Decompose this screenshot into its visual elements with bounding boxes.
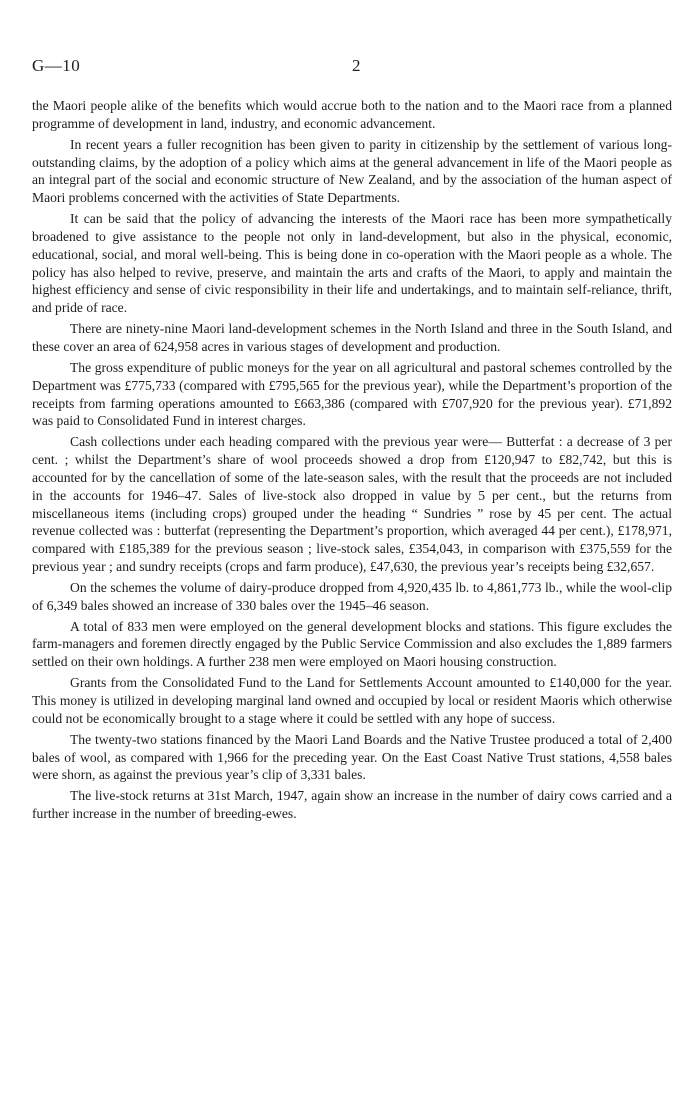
page-header	[32, 56, 672, 80]
paragraph: The gross expenditure of public moneys for the year on all agricultural and pastoral schemes controlled by the Department was £775,733 (compared with £795,565 for the previous year), while the Department’s proportion of the receipts from farming operations amounted to £663,386 (compared with £707,920 for the previous year). £71,892 was paid to Consolidated Fund in interest charges.	[32, 359, 672, 429]
paragraph: A total of 833 men were employed on the general development blocks and stations. This figure excludes the farm-managers and foremen directly engaged by the Public Service Commission and also excludes the 1,889 farmers settled on their own holdings. A further 238 men were employed on Maori housing construction.	[32, 618, 672, 670]
paragraph: Cash collections under each heading compared with the previous year were— Butterfat : a decrease of 3 per cent. ; whilst the Department’s share of wool proceeds showed a drop from £120,947 to £82,742, but this is accounted for by the cancellation of some of the late-season sales, with the result that the proceeds are not included in the accounts for 1946–47. Sales of live-stock also dropped in value by 5 per cent., but the returns from miscellaneous items (including crops) grouped under the heading “ Sundries ” rose by 45 per cent. The actual revenue collected was : butterfat (representing the Department’s proportion, which averaged 44 per cent.), £178,971, compared with £185,389 for the previous season ; live-stock sales, £354,043, in comparison with £375,559 for the previous year ; and sundry receipts (crops and farm produce), £47,630, the previous year’s receipts being £32,657.	[32, 434, 672, 575]
paragraph: The twenty-two stations financed by the Maori Land Boards and the Native Trustee produced a total of 2,400 bales of wool, as compared with 1,966 for the preceding year. On the East Coast Native Trust stations, 4,558 bales were shorn, as against the previous year’s clip of 3,331 bales.	[32, 731, 672, 783]
paragraph: In recent years a fuller recognition has been given to parity in citizenship by the settlement of various long-outstanding claims, by the adoption of a policy which aims at the general advancement in life of the Maori people as an integral part of the social and economic structure of New Zealand, and by the association of the human aspect of Maori problems concerned with the activities of State Departments.	[32, 136, 672, 206]
paragraph: Grants from the Consolidated Fund to the Land for Settlements Account amounted to £140,000 for the year. This money is utilized in developing marginal land owned and occupied by local or resident Maoris which otherwise could not be economically brought to a stage where it could be settled with any hope of success.	[32, 675, 672, 726]
paragraph: the Maori people alike of the benefits which would accrue both to the nation and to the Maori race from a planned programme of development in land, industry, and economic advancement.	[32, 98, 672, 131]
paragraph: There are ninety-nine Maori land-development schemes in the North Island and three in the South Island, and these cover an area of 624,958 acres in various stages of development and production.	[32, 321, 672, 354]
paragraph: It can be said that the policy of advancing the interests of the Maori race has been more sympathetically broadened to give assistance to the people not only in land-development, but also in the physical, economic, educational, social, and moral well-being. This is being done in co-operation with the Maori people as a whole. The policy has also helped to revive, preserve, and maintain the arts and crafts of the Maori, to apply and maintain the highest efficiency and sense of civic responsibility in their life and undertakings, and to maintain self-reliance, thrift, and pride of race.	[32, 211, 672, 316]
document-reference: G—10	[32, 56, 81, 75]
body-text	[32, 97, 672, 826]
paragraph: The live-stock returns at 31st March, 1947, again show an increase in the number of dairy cows carried and a further increase in the number of breeding-ewes.	[32, 788, 672, 822]
page-number: 2	[352, 56, 361, 75]
paragraph: On the schemes the volume of dairy-produce dropped from 4,920,435 lb. to 4,861,773 lb., while the wool-clip of 6,349 bales showed an increase of 330 bales over the 1945–46 season.	[32, 579, 672, 613]
